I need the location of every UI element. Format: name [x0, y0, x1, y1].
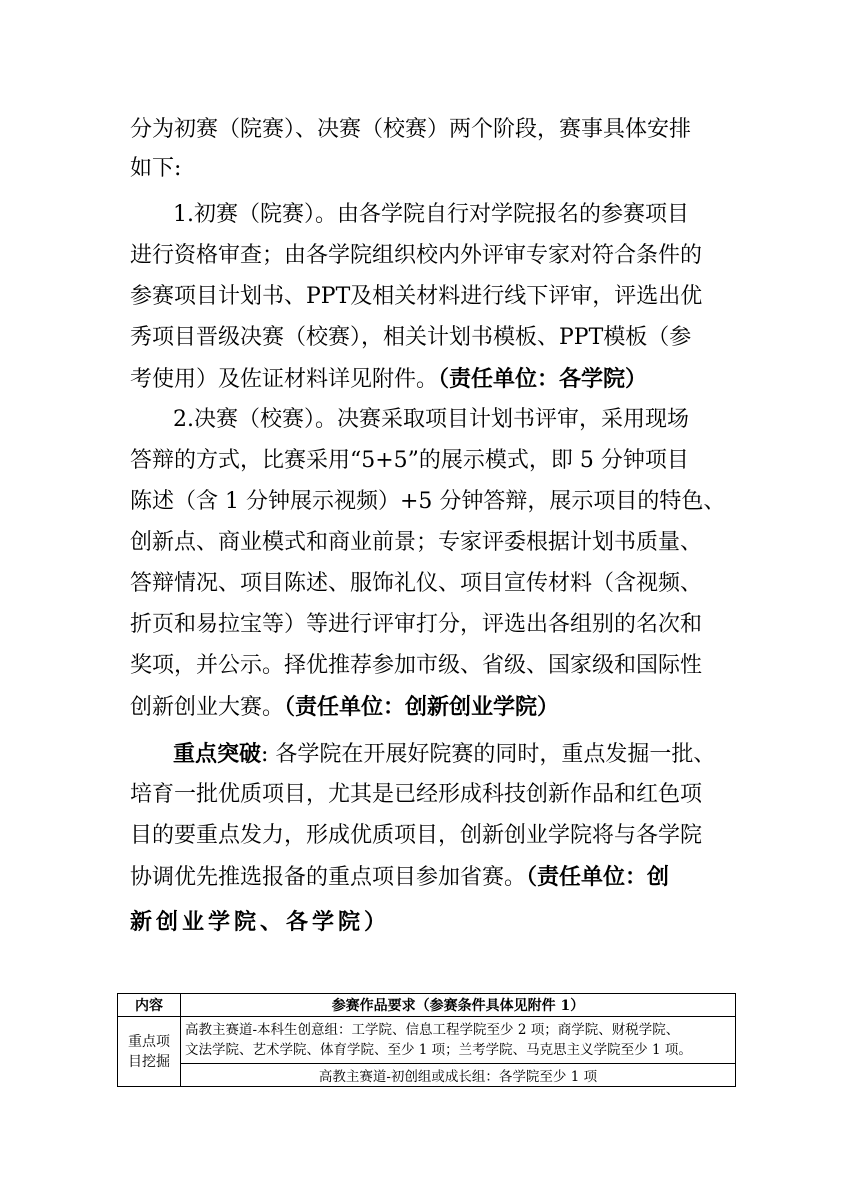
- paragraph-line: [173, 738, 773, 770]
- text-run: 考使用）及佐证材料详见附件。: [130, 367, 439, 392]
- paragraph-line: 折页和易拉宝等）等进行评审打分，评选出各组别的名次和: [130, 612, 703, 637]
- paragraph-line: [130, 861, 730, 893]
- responsible-unit: 新创业学院、各学院）: [130, 909, 391, 935]
- paragraph-line: 2.决赛（校赛）。决赛采取项目计划书评审，采用现场: [173, 407, 689, 432]
- paragraph-line: 奖项，并公示。择优推荐参加市级、省级、国家级和国际性: [130, 653, 703, 678]
- cell-line: 文法学院、艺术学院、体育学院、至少 1 项；兰考学院、马克思主义学院至少 1 项。: [185, 1042, 692, 1058]
- section-heading: 重点突破: [173, 741, 262, 767]
- text-run: 创新创业大赛。: [130, 695, 285, 720]
- paragraph-line: 培育一批优质项目，尤其是已经形成科技创新作品和红色项: [130, 782, 703, 807]
- table-row: [118, 1064, 736, 1087]
- requirements-table: [117, 993, 736, 1087]
- row-label: [118, 1017, 181, 1087]
- paragraph-line: 陈述（含 1 分钟展示视频）+5 分钟答辩，展示项目的特色、: [130, 489, 726, 514]
- responsible-unit: （责任单位：创新创业学院）: [284, 694, 560, 720]
- table-header-row: [118, 994, 736, 1017]
- table-row: [118, 1017, 736, 1064]
- paragraph-line: 答辩的方式，比赛采用“5+5”的展示模式，即 5 分钟项目: [130, 448, 689, 473]
- table-header: 参赛作品要求（参赛条件具体见附件 1）: [181, 994, 736, 1017]
- responsible-unit: （责任单位：各学院）: [438, 366, 648, 392]
- table-cell: 高教主赛道-初创组或成长组：各学院至少 1 项: [181, 1064, 736, 1087]
- row-label-text: 重点项目挖掘: [128, 1033, 170, 1070]
- paragraph-line: 1.初赛（院赛）。由各学院自行对学院报名的参赛项目: [173, 202, 689, 227]
- paragraph-line: [130, 691, 730, 723]
- paragraph-line: 秀项目晋级决赛（校赛），相关计划书模板、PPT模板（参: [130, 325, 692, 350]
- paragraph-line: 创新点、商业模式和商业前景；专家评委根据计划书质量、: [130, 530, 703, 555]
- text-run: 协调优先推选报备的重点项目参加省赛。: [130, 865, 527, 890]
- paragraph-line: 分为初赛（院赛）、决赛（校赛）两个阶段，赛事具体安排: [130, 117, 692, 142]
- paragraph-line: [130, 363, 730, 395]
- table-header: 内容: [118, 994, 181, 1017]
- paragraph-line: 进行资格审查；由各学院组织校内外评审专家对符合条件的: [130, 243, 703, 268]
- cell-line: 高教主赛道-本科生创意组：工学院、信息工程学院至少 2 项；商学院、财税学院、: [185, 1022, 680, 1038]
- paragraph-line: 目的要重点发力，形成优质项目，创新创业学院将与各学院: [130, 823, 703, 848]
- text-run: : 各学院在开展好院赛的同时，重点发掘一批、: [261, 742, 716, 767]
- responsible-unit: （责任单位：创: [526, 864, 670, 890]
- paragraph-line: 答辩情况、项目陈述、服饰礼仪、项目宣传材料（含视频、: [130, 571, 703, 596]
- table-cell: [181, 1017, 736, 1064]
- paragraph-line: 参赛项目计划书、PPT及相关材料进行线下评审，评选出优: [130, 284, 703, 309]
- paragraph-line: 如下:: [130, 156, 182, 181]
